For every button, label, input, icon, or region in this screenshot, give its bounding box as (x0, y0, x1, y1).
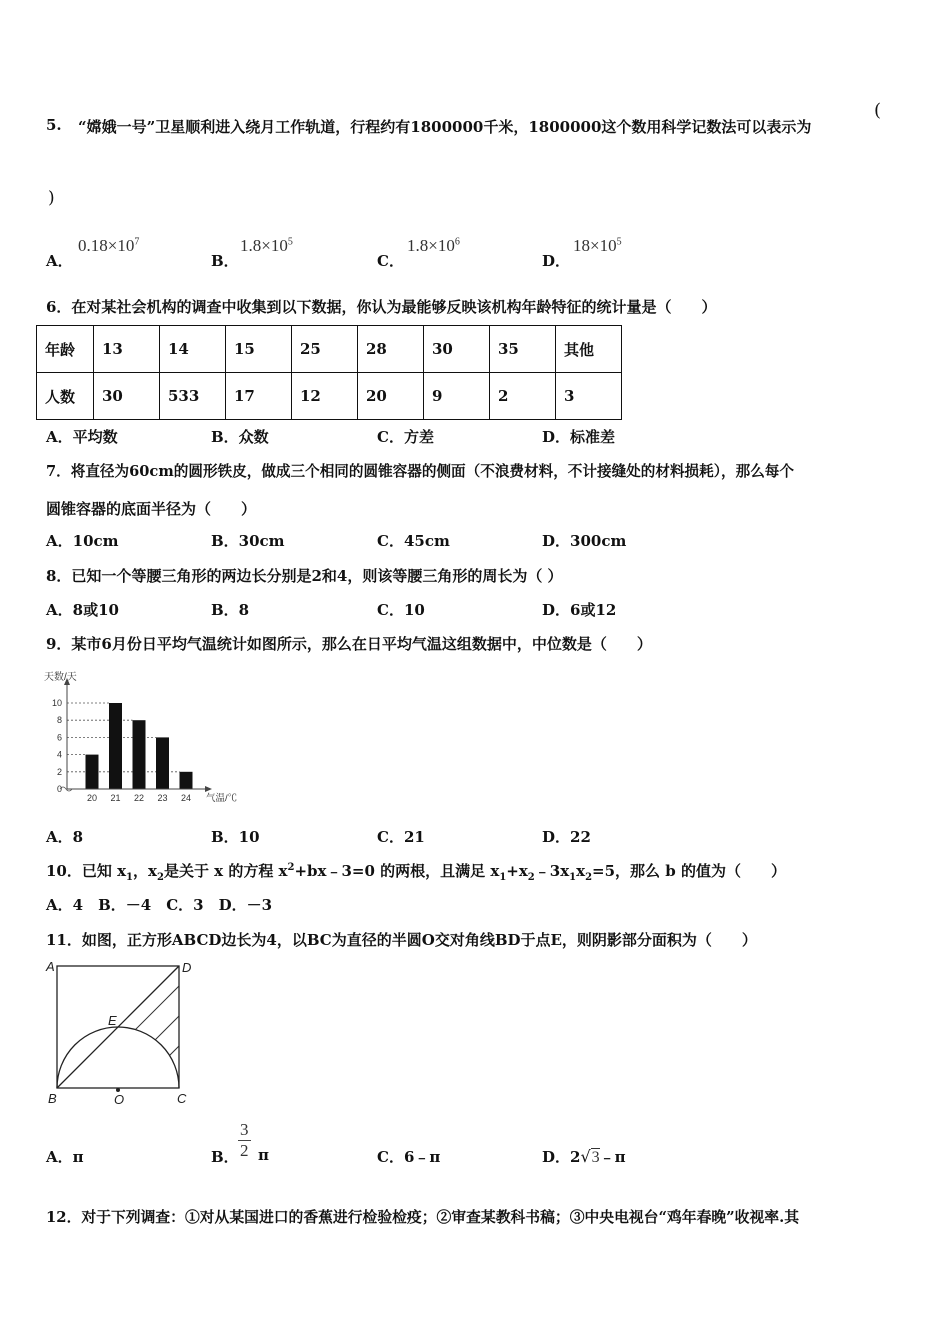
q8-text: 8．已知一个等腰三角形的两边长分别是2和4，则该等腰三角形的周长为（ ） (46, 567, 563, 585)
x-tick-label: 21 (110, 793, 121, 803)
q6-option-b: B．众数 (211, 428, 269, 446)
y-tick-label: 0 (56, 784, 62, 794)
bar-21 (109, 703, 122, 789)
q9-option-b: B．10 (211, 828, 260, 846)
table-cell: 28 (358, 326, 424, 373)
bar-22 (133, 720, 146, 789)
table-cell: 12 (292, 373, 358, 420)
q8-option-d: D．6或12 (542, 601, 617, 619)
x-tick-label: 24 (180, 793, 192, 803)
q5-option-d-label: D． (542, 252, 571, 270)
table-cell: 533 (160, 373, 226, 420)
table-cell: 9 (424, 373, 490, 420)
q11-text: 11．如图，正方形ABCD边长为4，以BC为直径的半圆O交对角线BD于点E，则阴影部分面积为（ ） (46, 931, 757, 949)
table-cell: 人数 (37, 373, 94, 420)
x-axis-label: 气温/℃ (206, 793, 238, 804)
label-a: A (46, 959, 55, 974)
q5-number: 5. (46, 116, 62, 134)
x-tick-label: 22 (133, 793, 145, 803)
q9-text: 9．某市6月份日平均气温统计如图所示，那么在日平均气温这组数据中，中位数是（ ） (46, 635, 652, 653)
q5-close-paren: ) (48, 188, 55, 208)
label-o: O (114, 1092, 125, 1107)
q8-option-c: C．10 (377, 601, 425, 619)
q7-option-d: D．300cm (542, 532, 627, 550)
q6-option-a: A．平均数 (46, 428, 118, 446)
x-tick-label: 20 (86, 793, 98, 803)
q7-option-b: B．30cm (211, 532, 285, 550)
q5-option-d-value: $18\times 10^5$ (573, 236, 622, 255)
q5-option-b-label: B． (211, 252, 239, 270)
q6-option-c: C．方差 (377, 428, 434, 446)
q5-option-a-value: $0.18\times 10^7$ (78, 236, 140, 255)
q10-options: A．4 B．－4 C．3 D．－3 (46, 896, 273, 914)
q5-option-c-value: $1.8\times 10^6$ (407, 236, 460, 255)
q7-option-c: C．45cm (377, 532, 450, 550)
chart-bars (86, 703, 193, 789)
q7-option-a: A．10cm (46, 532, 119, 550)
table-cell: 其他 (556, 326, 622, 373)
q7-text-line1: 7．将直径为60cm的圆形铁皮，做成三个相同的圆锥容器的侧面（不浪费材料，不计接缝处的材料损耗），那么每个 (46, 463, 794, 480)
fraction-denominator: 2 (240, 1141, 249, 1160)
q8-option-a: A．8或10 (46, 601, 119, 619)
label-b: B (48, 1091, 57, 1106)
y-tick-label: 8 (56, 715, 62, 726)
q10-text: 10．已知 $x_1$，$x_2$是关于 x 的方程 $x^2+bx﹣3=0$ 的两根，且满足 $x_1+x_2﹣3x_1x_2=5$，那么 b 的值为（ ） (46, 862, 786, 883)
y-axis-label: 天数/天 (44, 672, 77, 683)
table-cell: 20 (358, 373, 424, 420)
table-row (37, 326, 622, 373)
q9-option-c: C．21 (377, 828, 425, 846)
y-tick-label: 10 (51, 698, 62, 708)
q11-option-d: D．2√3﹣π (542, 1147, 626, 1166)
q6-option-d: D．标准差 (542, 428, 616, 446)
label-e: E (108, 1013, 117, 1028)
x-axis-arrow (205, 786, 212, 792)
table-cell: 13 (94, 326, 160, 373)
table-cell: 35 (490, 326, 556, 373)
q5-option-a-label: A． (46, 252, 73, 270)
label-c: C (177, 1091, 187, 1106)
fraction-numerator: 3 (240, 1120, 249, 1139)
table-cell: 30 (94, 373, 160, 420)
q11-option-b-label: B． (211, 1148, 239, 1166)
table-row (37, 373, 622, 420)
q5-text: “嫦娥一号”卫星顺利进入绕月工作轨道，行程约有1800000千米，1800000这个数用科学记数法可以表示为 (78, 118, 812, 136)
y-tick-labels (52, 698, 62, 794)
bar-20 (86, 755, 99, 789)
table-cell: 15 (226, 326, 292, 373)
q5-option-b-value: $1.8\times 10^5$ (240, 236, 293, 255)
y-tick-label: 2 (56, 766, 62, 777)
q12-text: 12．对于下列调查：①对从某国进口的香蕉进行检验检疫；②审查某教科书稿；③中央电视台“鸡年春晚”收视率.其 (46, 1209, 800, 1226)
x-tick-label: 23 (157, 793, 168, 803)
q11-option-a: A．π (46, 1148, 84, 1166)
x-tick-labels (87, 793, 191, 803)
q8-option-b: B．8 (211, 601, 250, 619)
table-cell: 14 (160, 326, 226, 373)
q6-text: 6．在对某社会机构的调查中收集到以下数据，你认为最能够反映该机构年龄特征的统计量是（ ） (46, 298, 717, 316)
q9-option-d: D．22 (542, 828, 591, 846)
temperature-bar-chart (40, 668, 245, 808)
q11-option-b-fraction (238, 1120, 251, 1161)
q11-option-c: C．6﹣π (377, 1148, 441, 1166)
q9-option-a: A．8 (46, 828, 84, 846)
bar-24 (180, 772, 193, 789)
bar-23 (156, 737, 169, 789)
table-cell: 3 (556, 373, 622, 420)
square-semicircle-figure (40, 955, 210, 1115)
y-tick-label: 4 (56, 749, 62, 760)
y-tick-label: 6 (56, 732, 62, 743)
label-d: D (182, 960, 192, 975)
q7-text-line2: 圆锥容器的底面半径为（ ） (46, 500, 257, 518)
table-cell: 17 (226, 373, 292, 420)
age-table (36, 325, 622, 420)
table-cell: 25 (292, 326, 358, 373)
q5-option-c-label: C． (377, 252, 404, 270)
q5-open-paren: ( (874, 100, 882, 121)
q11-option-b-pi: π (258, 1146, 269, 1164)
table-cell: 年龄 (37, 326, 94, 373)
table-cell: 30 (424, 326, 490, 373)
sqrt-sign: √ (580, 1147, 591, 1166)
table-cell: 2 (490, 373, 556, 420)
semicircle-o (57, 1027, 179, 1088)
